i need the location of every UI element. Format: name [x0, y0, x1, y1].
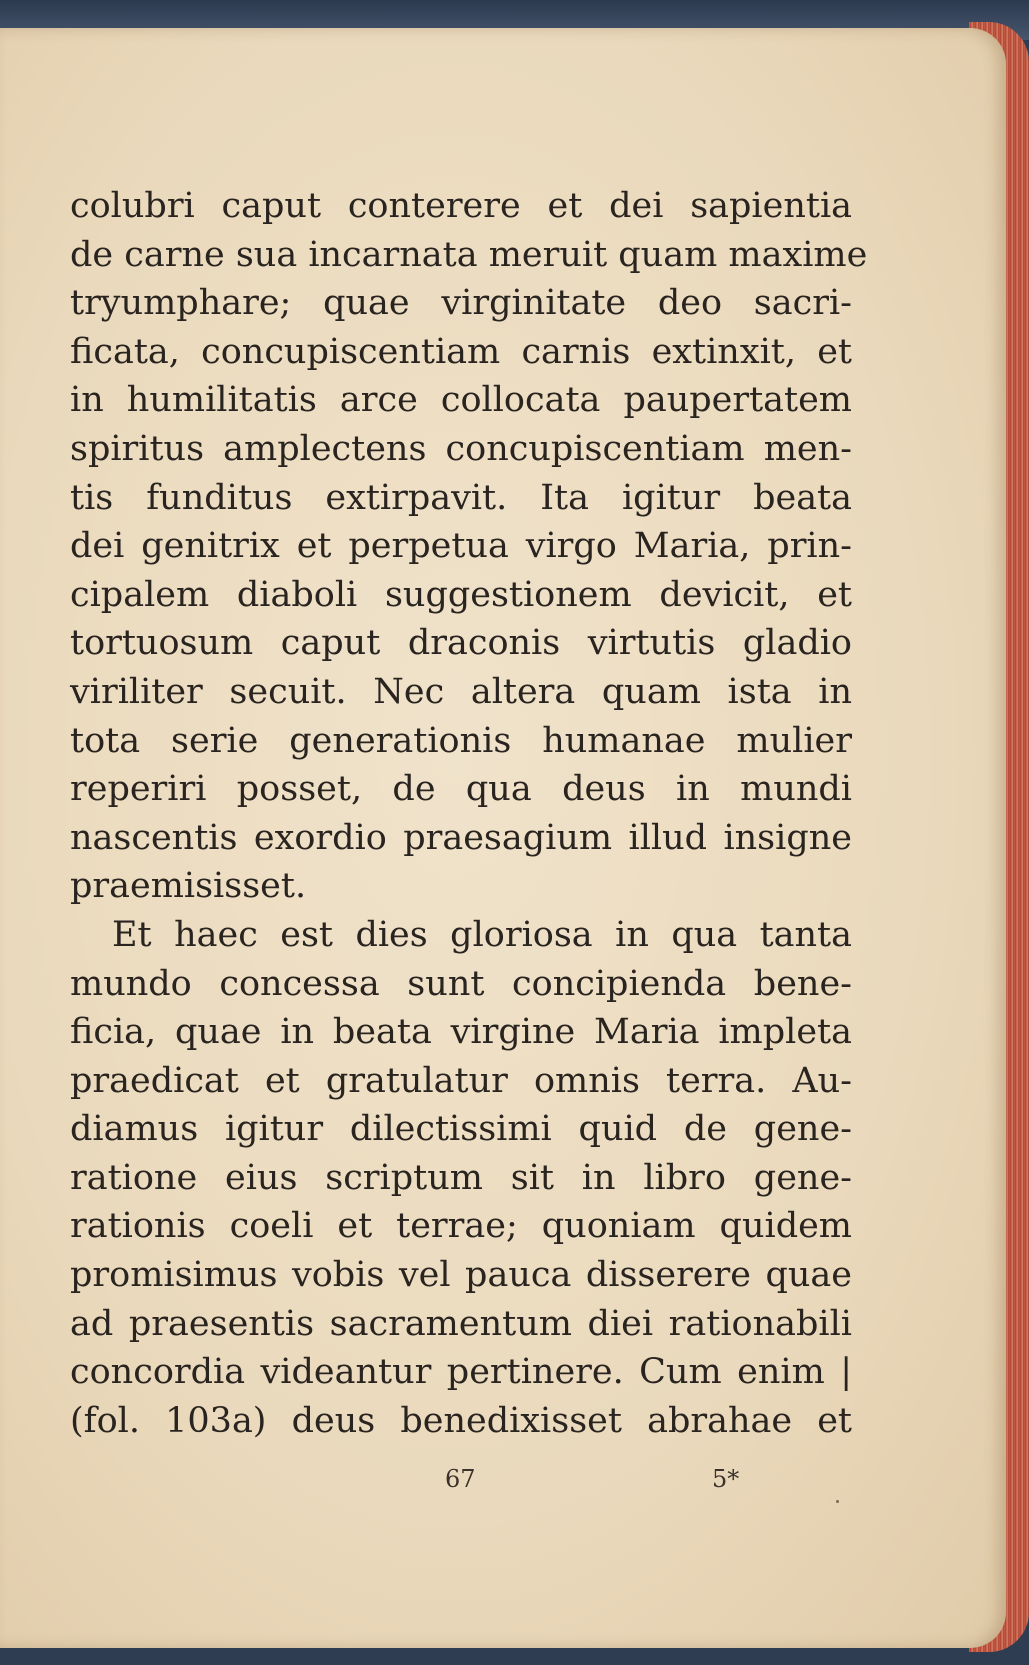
text-line: (fol. 103a) deus benedixisset abrahae et: [70, 1400, 852, 1441]
text-line: ad praesentis sacramentum diei rationabili: [70, 1303, 852, 1344]
signature-mark: 5*: [712, 1465, 740, 1493]
text-line: nascentis exordio praesagium illud insigne: [70, 817, 852, 858]
text-line: concordia videantur pertinere. Cum enim |: [70, 1352, 852, 1393]
text-line: reperiri posset, de qua deus in mundi: [70, 769, 852, 810]
text-line: cipalem diaboli suggestionem devicit, et: [70, 574, 852, 615]
text-line: ficata, concupiscentiam carnis extinxit, et: [70, 331, 852, 372]
text-line: praedicat et gratulatur omnis terra. Au-: [70, 1060, 852, 1101]
text-line: tis funditus extirpavit. Ita igitur beata: [70, 477, 852, 518]
text-line: de carne sua incarnata meruit quam maxime: [70, 234, 868, 275]
body-text: [70, 182, 868, 1445]
text-line: ficia, quae in beata virgine Maria impleta: [70, 1012, 852, 1053]
text-line: spiritus amplectens concupiscentiam men-: [70, 428, 852, 469]
text-line: tortuosum caput draconis virtutis gladio: [70, 623, 852, 664]
text-line: mundo concessa sunt concipienda bene-: [70, 963, 852, 1004]
text-line: promisimus vobis vel pauca disserere quae: [70, 1255, 852, 1296]
text-line: ratione eius scriptum sit in libro gene-: [70, 1157, 852, 1198]
text-line: in humilitatis arce collocata paupertatem: [70, 380, 852, 421]
text-line: tryumphare; quae virginitate deo sacri-: [70, 283, 852, 324]
text-line: dei genitrix et perpetua virgo Maria, prin-: [70, 526, 852, 567]
text-line: viriliter secuit. Nec altera quam ista in: [70, 671, 852, 712]
text-line: praemisisset.: [70, 866, 307, 907]
paper-speck: [836, 1500, 839, 1503]
text-line: diamus igitur dilectissimi quid de gene-: [70, 1109, 852, 1150]
text-line: rationis coeli et terrae; quoniam quidem: [70, 1206, 852, 1247]
page-number: 67: [445, 1465, 476, 1493]
paragraph-start-line: Et haec est dies gloriosa in qua tanta: [112, 914, 852, 955]
text-line: colubri caput conterere et dei sapientia: [70, 186, 852, 226]
text-line: tota serie generationis humanae mulier: [70, 720, 852, 761]
